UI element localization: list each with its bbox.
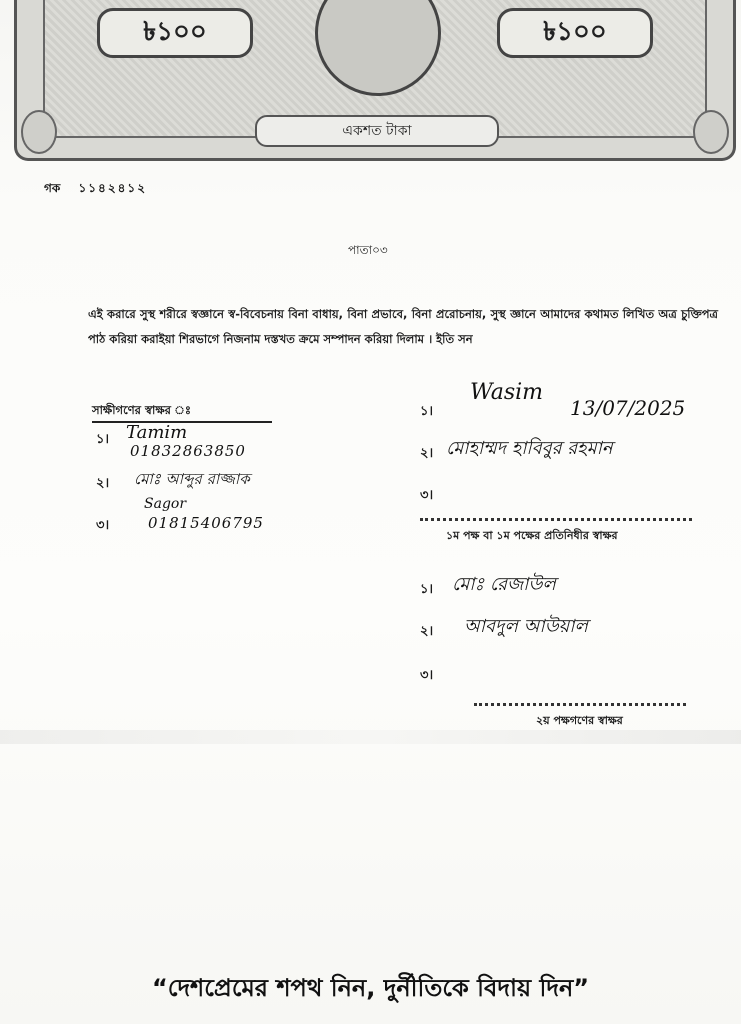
stamp-amount-label: একশত টাকা bbox=[255, 115, 499, 147]
witness-3-number: ৩। bbox=[96, 518, 110, 533]
party2-1-number: ১। bbox=[420, 582, 434, 597]
serial-number bbox=[44, 180, 147, 200]
serial-prefix: গক bbox=[44, 181, 61, 195]
party1-1-number: ১। bbox=[420, 404, 434, 419]
ornament-left-icon bbox=[21, 110, 57, 154]
witness-3-signature: Sagor bbox=[144, 496, 187, 512]
stamp-header bbox=[14, 0, 736, 161]
stamp-value-right: ৳১০০ bbox=[497, 8, 653, 58]
party1-1-date: 13/07/2025 bbox=[570, 396, 686, 420]
ornament-right-icon bbox=[693, 110, 729, 154]
party1-3-number: ৩। bbox=[420, 488, 434, 503]
scan-smudge bbox=[0, 730, 741, 744]
party1-signature-line bbox=[420, 518, 692, 521]
witness-1-number: ১। bbox=[96, 432, 110, 447]
stamp-value-left: ৳১০০ bbox=[97, 8, 253, 58]
witness-2-number: ২। bbox=[96, 476, 110, 491]
party2-caption: ২য় পক্ষগণের স্বাক্ষর bbox=[536, 714, 623, 727]
anti-corruption-slogan: “দেশপ্রেমের শপথ নিন, দুর্নীতিকে বিদায় দিন” bbox=[151, 974, 590, 1002]
witness-3-phone: 01815406795 bbox=[148, 514, 264, 532]
party1-caption: ১ম পক্ষ বা ১ম পক্ষের প্রতিনিধীর স্বাক্ষর bbox=[446, 529, 618, 542]
party2-signature-line bbox=[474, 703, 686, 706]
witness-1-phone: 01832863850 bbox=[130, 442, 246, 460]
party2-2-number: ২। bbox=[420, 624, 434, 639]
serial-value: ১১৪২৪১২ bbox=[78, 181, 147, 195]
party1-2-number: ২। bbox=[420, 446, 434, 461]
witnesses-title: সাক্ষীগণের স্বাক্ষর ঃ bbox=[92, 402, 272, 423]
witness-1-signature: Tamim bbox=[126, 422, 188, 443]
party2-2-signature: আবদুল আউয়াল bbox=[464, 616, 588, 637]
party1-2-signature: মোহাম্মদ হাবিবুর রহমান bbox=[446, 438, 613, 459]
party1-1-signature: Wasim bbox=[470, 380, 544, 405]
party2-1-signature: মোঃ রেজাউল bbox=[452, 574, 556, 595]
page-number: পাতা০৩ bbox=[348, 243, 388, 257]
witness-2-signature: মোঃ আব্দুর রাজ্জাক bbox=[134, 470, 250, 488]
party2-3-number: ৩। bbox=[420, 668, 434, 683]
declaration-paragraph: এই করারে সুস্থ শরীরে স্বজ্ঞানে স্ব-বিবেচনায় বিনা বাধায়, বিনা প্রভাবে, বিনা প্ররোচনায়, সুস্থ জ্ঞানে আমাদের কথামত লিখিত অত্র চুক্তিপত্র পাঠ করিয়া করাইয়া শিরভাগে নিজনাম দস্তখত ক্রমে সম্পাদন করিয়া দিলাম । ইতি সন bbox=[88, 307, 718, 346]
